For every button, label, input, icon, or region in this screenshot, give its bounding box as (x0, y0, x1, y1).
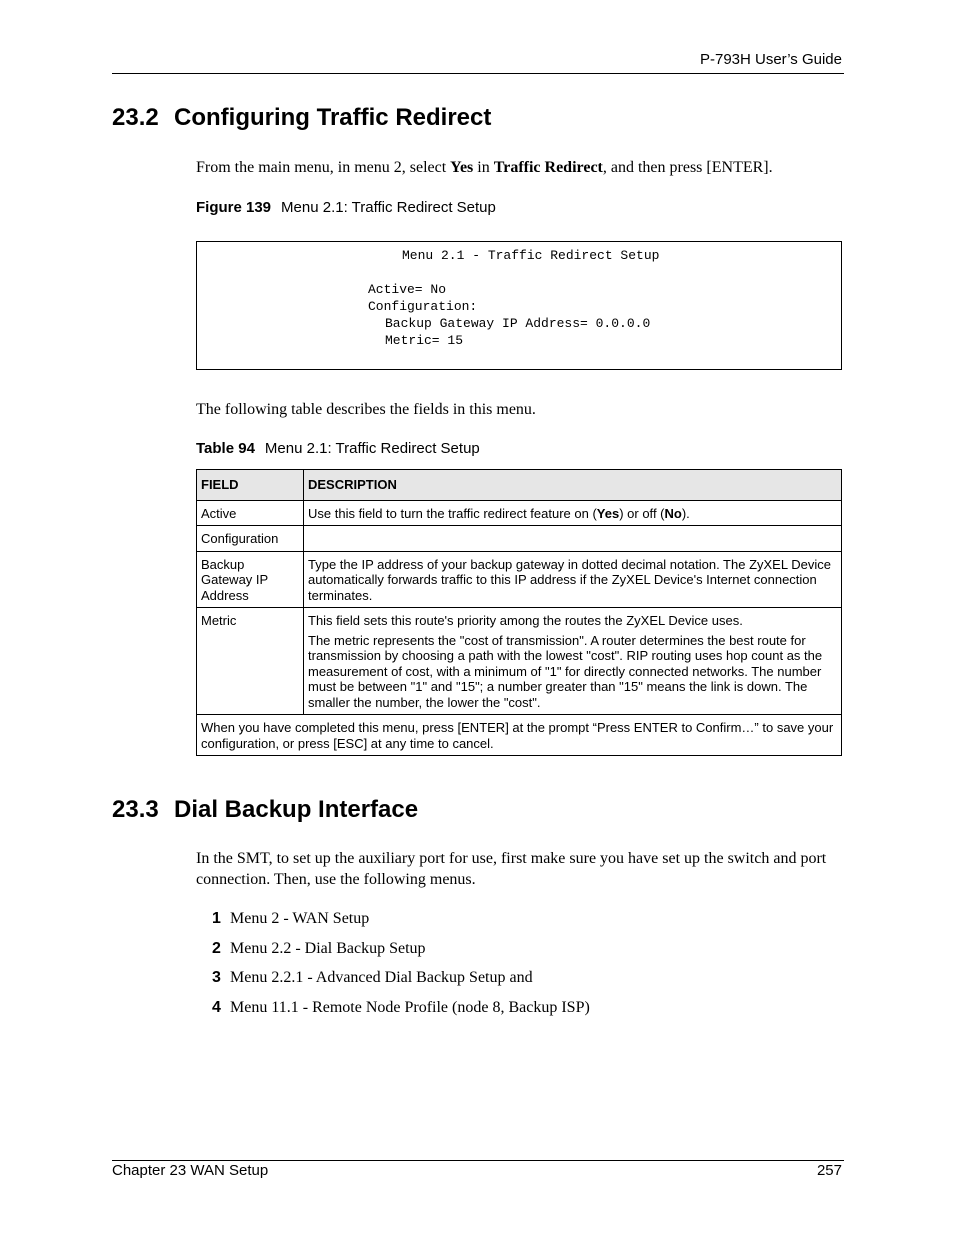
steps-list (212, 908, 590, 1027)
column-header-field: FIELD (197, 470, 304, 501)
section-title: Dial Backup Interface (174, 796, 419, 823)
table-title: Menu 2.1: Traffic Redirect Setup (264, 440, 480, 457)
figure-label: Figure 139 (196, 199, 272, 216)
section-heading-dial-backup (112, 796, 418, 824)
page-number: 257 (816, 1162, 842, 1179)
column-header-description: DESCRIPTION (304, 470, 842, 501)
step-text: Menu 2.2 - Dial Backup Setup (230, 939, 426, 957)
description-cell (304, 608, 842, 715)
step-number: 2 (212, 939, 221, 957)
desc-text: Use this field to turn the traffic redirect feature on ( (308, 505, 597, 521)
dial-backup-intro: In the SMT, to set up the auxiliary port for use, first make sure you have set up the switch and port connection. Then, use the following menus. (196, 850, 827, 888)
description-cell: Type the IP address of your backup gateway in dotted decimal notation. The ZyXEL Device automatically forwards traffic to this IP address if the ZyXEL Device's Internet connection terminates. (304, 551, 842, 608)
step-text: Menu 11.1 - Remote Node Profile (node 8, Backup ISP) (230, 999, 590, 1017)
table-row (197, 551, 842, 608)
footer-rule (112, 1160, 844, 1161)
section-heading-traffic-redirect (112, 104, 491, 132)
screen-title: Menu 2.1 - Traffic Redirect Setup (402, 248, 660, 263)
field-cell: Active (197, 500, 304, 526)
field-cell: Backup Gateway IP Address (197, 551, 304, 608)
header-rule (112, 73, 844, 74)
field-cell: Configuration (197, 526, 304, 552)
section-number: 23.3 (112, 796, 159, 823)
list-item (212, 967, 590, 997)
desc-paragraph: The metric represents the "cost of transmission". A router determines the best route for transmission by choosing a path with the lowest "cost". RIP routing uses hop count as the measurement of cost, with a minimum of "1" for directly connected networks. The number must be between "1" and "15"; a number greater than "15" means the link is down. The smaller the number, the lower the "cost". (308, 632, 823, 710)
step-number: 3 (212, 969, 221, 987)
intro-text-3: , and then press [ENTER]. (602, 159, 773, 176)
screen-gateway-line: Backup Gateway IP Address= 0.0.0.0 (385, 316, 651, 331)
table-footer-row (197, 715, 842, 756)
intro-paragraph (196, 157, 842, 178)
step-number: 1 (212, 910, 221, 927)
section-title: Configuring Traffic Redirect (174, 104, 492, 131)
table-label: Table 94 (196, 440, 255, 457)
step-text: Menu 2.2.1 - Advanced Dial Backup Setup and (230, 969, 533, 987)
intro-bold-yes: Yes (450, 159, 474, 176)
smt-screen-figure (196, 241, 842, 370)
table-row (197, 500, 842, 526)
intro-text-1: From the main menu, in menu 2, select (196, 159, 451, 176)
list-item (212, 938, 590, 968)
field-description-table (196, 469, 842, 756)
table-footer-note: When you have completed this menu, press [ENTER] at the prompt “Press ENTER to Confirm…” to save your configuration, or press [ESC] at any time to cancel. (197, 715, 842, 756)
screen-active-line: Active= No (368, 282, 447, 297)
section-number: 23.2 (112, 104, 159, 131)
desc-text: ). (681, 505, 690, 521)
table-row (197, 608, 842, 715)
table-intro: The following table describes the fields in this menu. (196, 401, 536, 418)
intro-bold-traffic-redirect: Traffic Redirect (493, 159, 603, 176)
desc-bold-yes: Yes (596, 505, 620, 521)
running-header: P-793H User’s Guide (699, 51, 842, 68)
screen-metric-line: Metric= 15 (385, 333, 464, 348)
step-number: 4 (212, 999, 221, 1017)
desc-paragraph: This field sets this route's priority among the routes the ZyXEL Device uses. (308, 613, 743, 628)
table-header-row (197, 470, 842, 501)
figure-caption (196, 199, 496, 216)
description-cell (304, 526, 842, 552)
desc-bold-no: No (664, 505, 682, 521)
intro-text-2: in (473, 159, 494, 176)
list-item (212, 908, 590, 938)
footer-chapter: Chapter 23 WAN Setup (112, 1162, 269, 1179)
figure-title: Menu 2.1: Traffic Redirect Setup (281, 199, 496, 216)
step-text: Menu 2 - WAN Setup (230, 910, 370, 927)
desc-text: ) or off ( (619, 505, 665, 521)
table-row (197, 526, 842, 552)
table-caption (196, 440, 480, 457)
list-item (212, 997, 590, 1027)
screen-config-line: Configuration: (368, 299, 478, 314)
field-cell: Metric (197, 608, 304, 715)
description-cell (304, 500, 842, 526)
